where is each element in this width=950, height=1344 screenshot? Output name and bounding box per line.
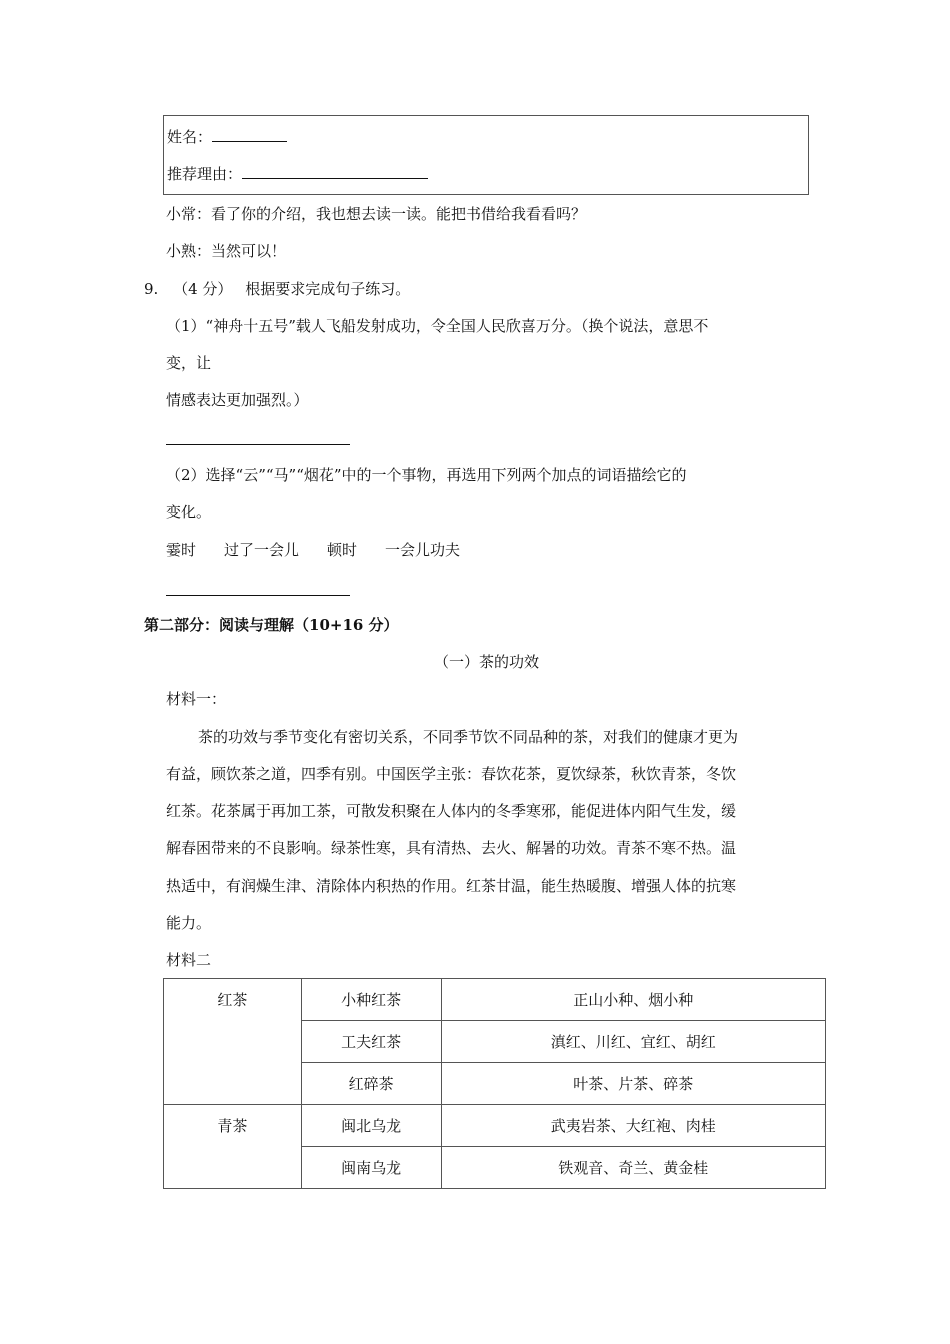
dialogue-line: 小熟：当然可以！ (166, 242, 287, 260)
material-1-line: 茶的功效与季节变化有密切关系，不同季节饮不同品种的茶，对我们的健康才更为 (198, 728, 739, 746)
section-heading: 第二部分：阅读与理解（10+16 分） (144, 616, 399, 634)
tea-type: 小种红茶 (301, 979, 441, 1021)
word-list (166, 540, 460, 560)
question-score: （4 分） (173, 280, 233, 298)
tea-type: 工夫红茶 (301, 1021, 441, 1063)
passage-title: （一）茶的功效 (434, 653, 540, 671)
tea-category: 青茶 (164, 1105, 302, 1189)
dialogue-line: 小常：看了你的介绍，我也想去读一读。能把书借给我看看吗？ (166, 205, 587, 223)
reason-blank[interactable] (242, 164, 428, 179)
material-1-label: 材料一： (166, 690, 227, 708)
material-2-label: 材料二 (166, 951, 212, 969)
tea-category: 红茶 (164, 979, 302, 1105)
reason-row (167, 164, 428, 184)
tea-type: 闽南乌龙 (301, 1147, 441, 1189)
reason-label: 推荐理由： (167, 165, 243, 183)
tea-table (163, 978, 826, 1189)
material-1-line: 红茶。花茶属于再加工茶，可散发积聚在人体内的冬季寒邪，能促进体内阳气生发，缓 (166, 802, 737, 820)
tea-examples: 正山小种、烟小种 (441, 979, 825, 1021)
material-1-line: 热适中，有润燥生津、清除体内积热的作用。红茶甘温，能生热暖腹、增强人体的抗寒 (166, 877, 737, 895)
answer-line-1[interactable] (166, 444, 350, 445)
recommendation-box (163, 115, 809, 195)
q9-part2-line: （2）选择“云”“马”“烟花”中的一个事物，再选用下列两个加点的词语描绘它的 (166, 466, 687, 484)
table-row (164, 1105, 826, 1147)
name-blank[interactable] (212, 127, 287, 142)
tea-type: 闽北乌龙 (301, 1105, 441, 1147)
q9-part2-line: 变化。 (166, 503, 212, 521)
question-number: 9. (144, 280, 159, 298)
question-9-header (144, 279, 410, 299)
q9-part1-line: 变，让 (166, 354, 212, 372)
q9-part1-line: 情感表达更加强烈。） (166, 391, 309, 409)
table-row (164, 979, 826, 1021)
tea-examples: 武夷岩茶、大红袍、肉桂 (441, 1105, 825, 1147)
word-option: 霎时 (166, 541, 197, 559)
material-1-line: 能力。 (166, 914, 212, 932)
tea-examples: 叶茶、片茶、碎茶 (441, 1063, 825, 1105)
tea-examples: 铁观音、奇兰、黄金桂 (441, 1147, 825, 1189)
name-row (167, 127, 287, 147)
tea-type: 红碎茶 (301, 1063, 441, 1105)
question-instruction: 根据要求完成句子练习。 (245, 280, 411, 298)
material-1-line: 解春困带来的不良影响。绿茶性寒，具有清热、去火、解暑的功效。青茶不寒不热。温 (166, 839, 737, 857)
answer-line-2[interactable] (166, 595, 350, 596)
name-label: 姓名： (167, 128, 213, 146)
q9-part1-line: （1）“神舟十五号”载人飞船发射成功，令全国人民欣喜万分。（换个说法，意思不 (166, 317, 709, 335)
material-1-line: 有益，顾饮茶之道，四季有别。中国医学主张：春饮花茶，夏饮绿茶，秋饮青茶，冬饮 (166, 765, 737, 783)
word-option: 顿时 (327, 541, 358, 559)
word-option: 一会儿功夫 (385, 541, 461, 559)
word-option: 过了一会儿 (224, 541, 300, 559)
tea-examples: 滇红、川红、宜红、胡红 (441, 1021, 825, 1063)
